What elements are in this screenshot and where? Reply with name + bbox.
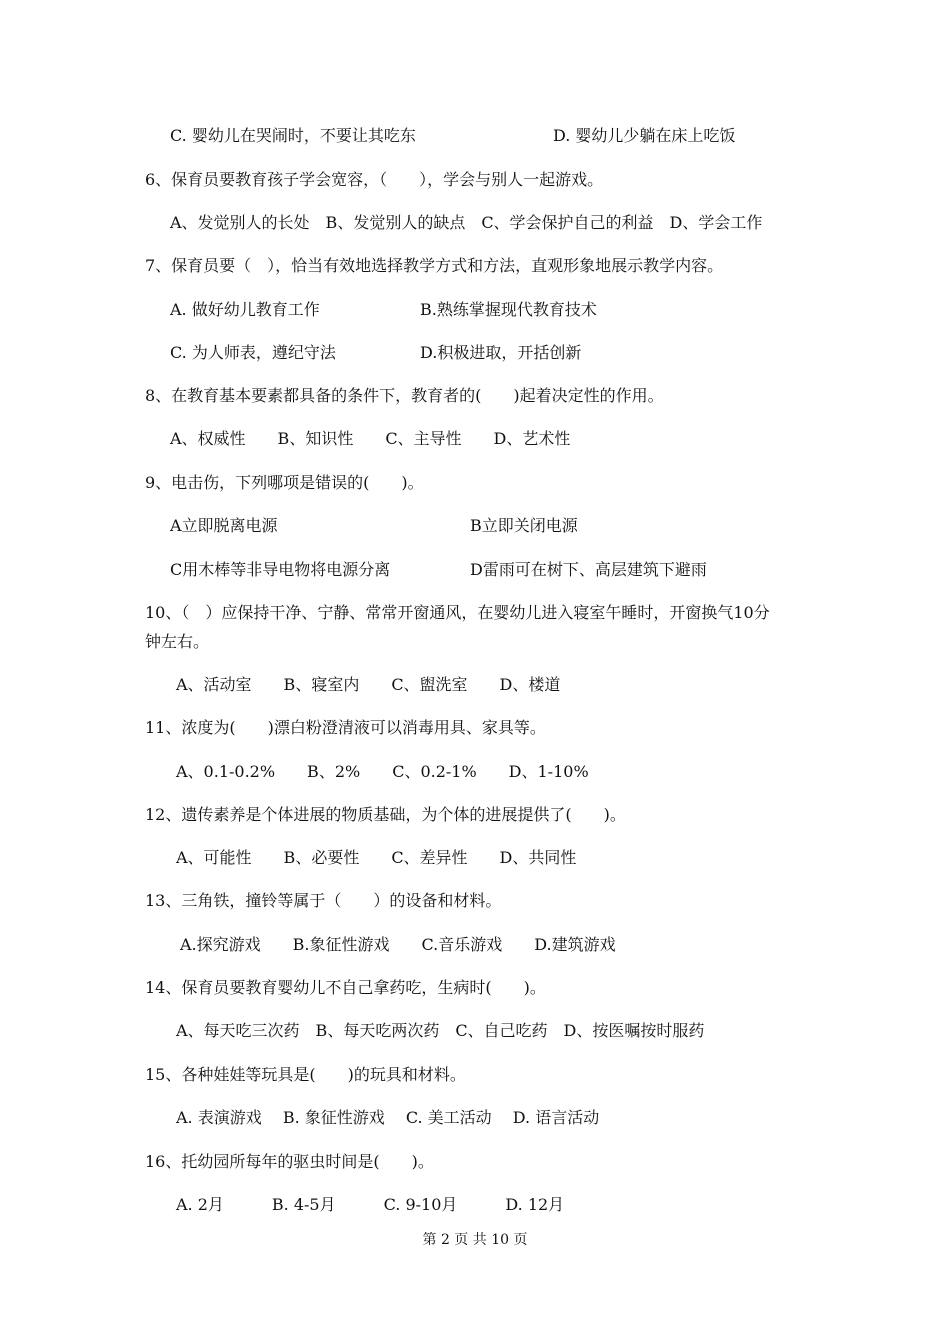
question-11: 11、浓度为( )漂白粉澄清液可以消毒用具、家具等。 [145,718,546,737]
option-9a: A立即脱离电源 [170,516,278,535]
line-d-option-q5: D. 婴幼儿少躺在床上吃饭 [553,126,736,145]
question-9: 9、电击伤，下列哪项是错误的( )。 [145,473,424,492]
question-15: 15、各种娃娃等玩具是( )的玩具和材料。 [145,1065,466,1084]
question-10: 10、（ ）应保持干净、宁静、常常开窗通风，在婴幼儿进入寝室午睡时，开窗换气10分 [145,603,770,622]
question-14: 14、保育员要教育婴幼儿不自己拿药吃，生病时( )。 [145,978,546,997]
question-12: 12、遗传素养是个体进展的物质基础，为个体的进展提供了( )。 [145,805,626,824]
question-13: 13、三角铁，撞铃等属于（ ）的设备和材料。 [145,891,502,910]
option-7c: C. 为人师表，遵纪守法 [170,343,336,362]
options-16: A. 2月 B. 4-5月 C. 9-10月 D. 12月 [176,1195,565,1214]
options-6: A、发觉别人的长处 B、发觉别人的缺点 C、学会保护自己的利益 D、学会工作 [170,213,763,232]
option-9b: B立即关闭电源 [470,516,578,535]
question-10-cont: 钟左右。 [145,632,210,651]
options-8: A、权威性 B、知识性 C、主导性 D、艺术性 [170,429,571,448]
question-16: 16、托幼园所每年的驱虫时间是( )。 [145,1152,434,1171]
option-9c: C用木棒等非导电物将电源分离 [170,560,391,579]
page-footer: 第 2 页 共 10 页 [422,1232,528,1248]
options-13: A.探究游戏 B.象征性游戏 C.音乐游戏 D.建筑游戏 [180,935,616,954]
option-7a: A. 做好幼儿教育工作 [170,300,320,319]
line-c-option-q5: C. 婴幼儿在哭闹时，不要让其吃东 [170,126,416,145]
options-14: A、每天吃三次药 B、每天吃两次药 C、自己吃药 D、按医嘱按时服药 [176,1021,705,1040]
option-7b: B.熟练掌握现代教育技术 [420,300,597,319]
option-7d: D.积极进取，开括创新 [420,343,582,362]
options-11: A、0.1-0.2% B、2% C、0.2-1% D、1-10% [176,762,589,781]
question-7: 7、保育员要（ ），恰当有效地选择教学方式和方法，直观形象地展示教学内容。 [145,256,724,275]
options-15: A. 表演游戏 B. 象征性游戏 C. 美工活动 D. 语言活动 [176,1108,600,1127]
option-9d: D雷雨可在树下、高层建筑下避雨 [470,560,707,579]
question-6: 6、保育员要教育孩子学会宽容，（ ），学会与别人一起游戏。 [145,170,604,189]
options-10: A、活动室 B、寝室内 C、盥洗室 D、楼道 [176,675,561,694]
options-12: A、可能性 B、必要性 C、差异性 D、共同性 [176,848,577,867]
question-8: 8、在教育基本要素都具备的条件下，教育者的( )起着决定性的作用。 [145,386,664,405]
